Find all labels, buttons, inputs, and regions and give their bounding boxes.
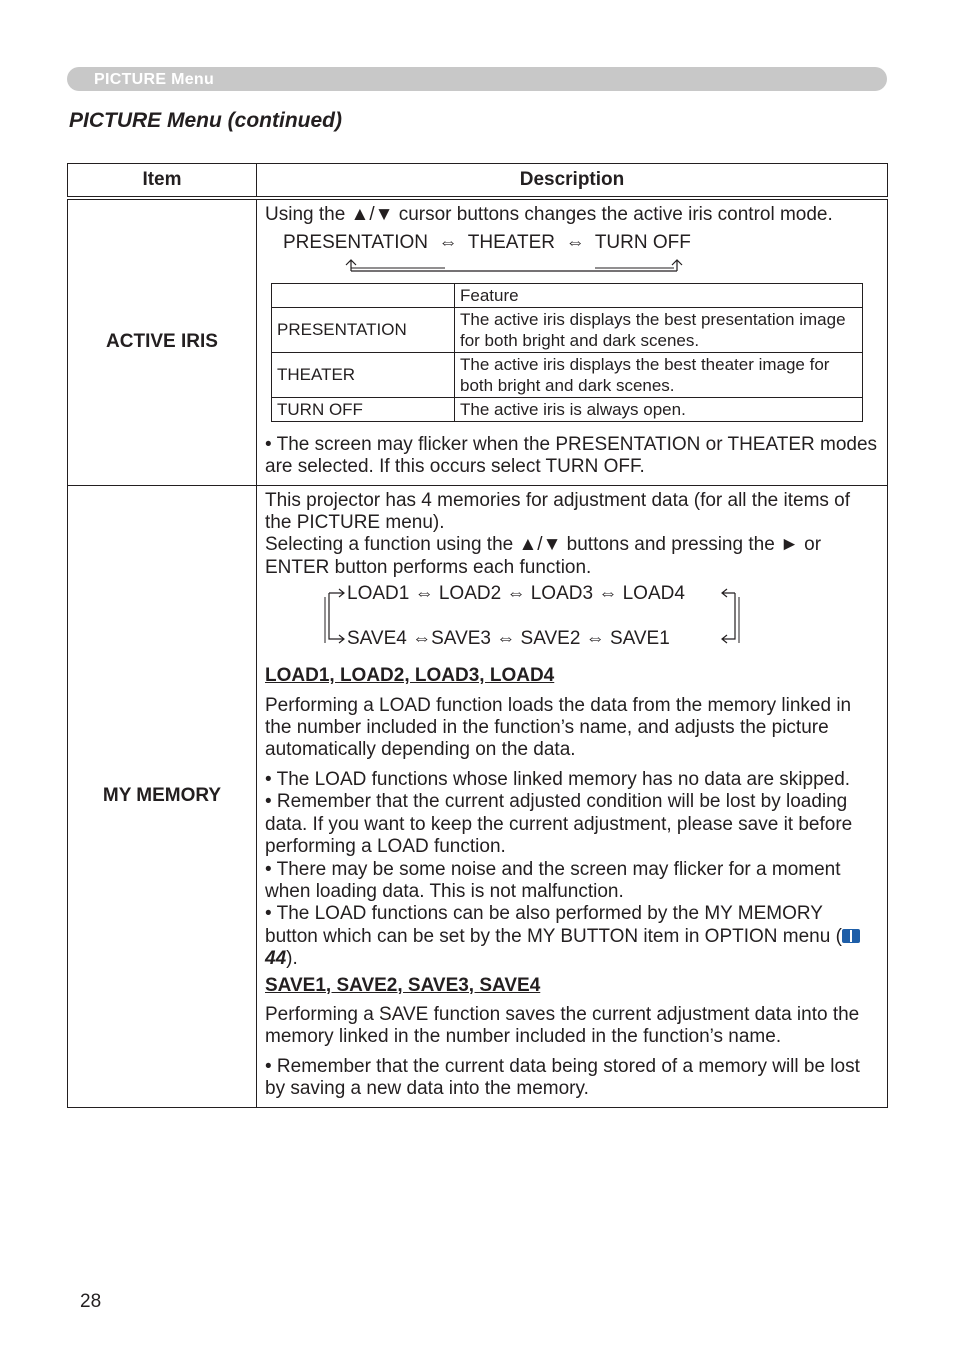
feature-mode: THEATER xyxy=(272,352,455,397)
table-row-my-memory xyxy=(68,485,888,1107)
save-heading: SAVE1, SAVE2, SAVE3, SAVE4 xyxy=(265,974,541,996)
item-column-header: Item xyxy=(68,164,257,199)
section-label: PICTURE Menu xyxy=(94,71,215,88)
feature-mode: TURN OFF xyxy=(272,397,455,421)
load-heading: LOAD1, LOAD2, LOAD3, LOAD4 xyxy=(265,665,555,687)
memory-cycle-diagram xyxy=(265,583,879,661)
load-note: • Remember that the current adjusted condition will be lost by loading data. If you want to keep the current adjustment, please save it before performing a LOAD function. xyxy=(265,791,853,858)
load-note: • There may be some noise and the screen may flicker for a moment when loading data. This is not malfunction. xyxy=(265,858,841,902)
page-number: 28 xyxy=(80,1291,102,1312)
feature-text: The active iris is always open. xyxy=(455,397,863,421)
table-row-active-iris xyxy=(68,198,888,485)
active-iris-cycle xyxy=(283,232,879,254)
feature-header-blank xyxy=(272,283,455,307)
feature-row xyxy=(272,397,863,421)
load-note: • The LOAD functions whose linked memory has no data are skipped. xyxy=(265,768,851,790)
book-icon xyxy=(842,929,860,943)
item-active-iris: ACTIVE IRIS xyxy=(68,198,257,485)
active-iris-intro: Using the ▲/▼ cursor buttons changes the active iris control mode. xyxy=(265,204,833,225)
active-iris-note: • The screen may flicker when the PRESENTATION or THEATER modes are selected. If this occurs select TURN OFF. xyxy=(265,433,878,478)
ref-close: ). xyxy=(286,948,298,970)
feature-text: The active iris displays the best presentation image for both bright and dark scenes. xyxy=(455,307,863,352)
cycle-return-arrow-icon xyxy=(345,257,685,273)
feature-text: The active iris displays the best theater image for both bright and dark scenes. xyxy=(455,352,863,397)
cycle-mode-turn-off: TURN OFF xyxy=(594,232,691,254)
save-description: Performing a SAVE function saves the current adjustment data into the memory linked in the number included in the function’s name. xyxy=(265,1003,860,1048)
my-memory-intro-1: This projector has 4 memories for adjustment data (for all the items of the PICTURE menu). xyxy=(265,489,851,534)
feature-row xyxy=(272,307,863,352)
description-column-header: Description xyxy=(257,164,888,199)
section-header-bar xyxy=(67,67,887,91)
menu-items-table xyxy=(67,163,888,1108)
page-title: PICTURE Menu (continued) xyxy=(69,109,342,132)
load-cycle-row: LOAD1 ⇔ LOAD2 ⇔ LOAD3 ⇔ LOAD4 xyxy=(347,583,685,605)
table-header-row xyxy=(68,164,888,199)
cycle-mode-theater: THEATER xyxy=(467,232,556,254)
description-my-memory xyxy=(257,485,888,1107)
load-note-text: • The LOAD functions can be also performed by the MY MEMORY button which can be set by the MY BUTTON item in OPTION menu xyxy=(265,903,831,947)
cycle-arrow-icon: ⇔ xyxy=(438,232,458,254)
page-reference: 44 xyxy=(265,948,287,970)
feature-mode: PRESENTATION xyxy=(272,307,455,352)
save-cycle-row: SAVE4 ⇔SAVE3 ⇔ SAVE2 ⇔ SAVE1 xyxy=(347,628,670,650)
feature-header-row xyxy=(272,283,863,307)
feature-row xyxy=(272,352,863,397)
save-note: • Remember that the current data being stored of a memory will be lost by saving a new data into the memory. xyxy=(265,1055,860,1100)
cycle-mode-presentation: PRESENTATION xyxy=(283,232,428,254)
feature-header: Feature xyxy=(455,283,863,307)
load-note-reference xyxy=(265,903,879,970)
description-active-iris xyxy=(257,198,888,485)
ref-open: ( xyxy=(835,925,842,947)
load-description: Performing a LOAD function loads the data from the memory linked in the number included in the function’s name, and adjusts the picture automatically depending on the data. xyxy=(265,694,852,761)
active-iris-feature-table xyxy=(271,283,863,422)
item-my-memory: MY MEMORY xyxy=(68,485,257,1107)
my-memory-intro-2: Selecting a function using the ▲/▼ buttons and pressing the ► or ENTER button performs each function. xyxy=(265,534,822,578)
cycle-arrow-icon: ⇔ xyxy=(565,232,585,254)
